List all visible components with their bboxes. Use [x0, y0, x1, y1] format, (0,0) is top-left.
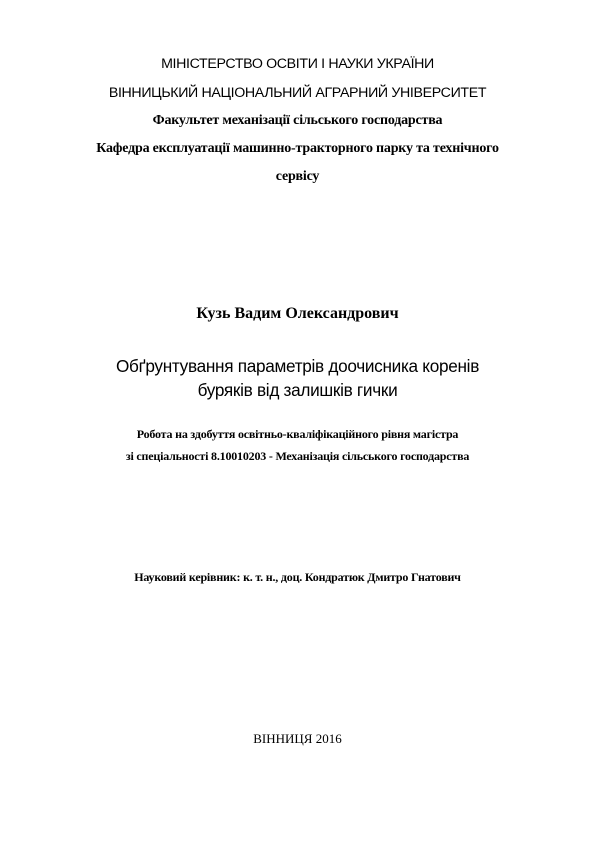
university-heading: ВІННИЦЬКИЙ НАЦІОНАЛЬНИЙ АГРАРНИЙ УНІВЕРСИТЕТ: [108, 85, 487, 101]
degree-line-2: зі спеціальності 8.10010203 - Механізація сільського господарства: [125, 449, 470, 463]
supervisor-line: Науковий керівник: к. т. н., доц. Кондратюк Дмитро Гнатович: [134, 570, 461, 584]
thesis-title-line-1: Обґрунтування параметрів доочисника коренів: [115, 356, 480, 376]
thesis-title-line-2: буряків від залишків гички: [197, 380, 398, 400]
ministry-heading: МІНІСТЕРСТВО ОСВІТИ І НАУКИ УКРАЇНИ: [161, 56, 434, 72]
city-year: ВІННИЦЯ 2016: [253, 731, 342, 746]
department-heading-line-2: сервісу: [275, 169, 320, 184]
author-name: Кузь Вадим Олександрович: [196, 305, 399, 322]
degree-line-1: Робота на здобуття освітньо-кваліфікаційного рівня магістра: [136, 427, 459, 441]
faculty-heading: Факультет механізації сільського господарства: [152, 113, 443, 128]
department-heading-line-1: Кафедра експлуатації машинно-тракторного парку та технічного: [96, 141, 499, 156]
